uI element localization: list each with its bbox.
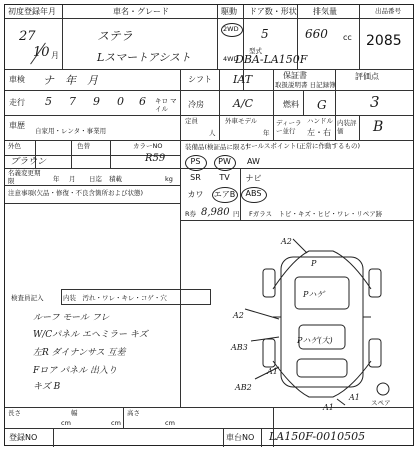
- car-name: ステラ: [97, 29, 133, 43]
- history-label: 車歴: [9, 121, 25, 130]
- vin-label: 車台NO: [226, 433, 255, 442]
- mark-a1-right: A1: [349, 393, 360, 402]
- external-model-label: 外車モデル: [225, 117, 258, 125]
- grade: Lスマートアシスト: [97, 51, 191, 64]
- car-damage-diagram: [233, 229, 403, 409]
- recycle-unit: 円: [233, 210, 240, 218]
- spare-label: スペア: [371, 399, 391, 407]
- equipment-title: 装備品(検証品に限る): [185, 143, 249, 151]
- color-no-value: R59: [145, 153, 166, 164]
- history-options: 自家用・レンタ・事業用: [35, 127, 107, 135]
- month-unit: 月: [51, 51, 59, 60]
- inspector-note-4: Fロア パネル 出入り: [33, 366, 117, 376]
- mileage-digits: 5 7 9 0 6: [45, 95, 146, 108]
- ext-color-label: 外色: [8, 142, 21, 150]
- name-change-day: 日迄: [89, 175, 102, 183]
- name-change-label: 名義変更期限: [8, 169, 41, 185]
- drive-2wd: 2WD: [223, 25, 239, 33]
- inspector-note-2: W/Cパネル エヘミラー キズ: [33, 330, 148, 340]
- first-reg-month: 10: [33, 45, 50, 60]
- mark-p-hage-large: Pハゲ(大): [297, 336, 333, 345]
- sales-point-label: セールスポイント(正常に作動するもの): [245, 142, 360, 150]
- drive-4wd: 4WD: [223, 55, 239, 63]
- auction-sheet: [4, 4, 414, 446]
- accumulate-label: 積載: [109, 175, 122, 183]
- inspection-value: ナ 年 月: [43, 74, 98, 87]
- accumulate-unit: kg: [165, 175, 173, 183]
- shift-label: シフト: [188, 75, 212, 84]
- equipment-aw: AW: [247, 157, 260, 166]
- equipment-airbag: エアB: [213, 190, 236, 199]
- length-label: 長さ: [8, 409, 21, 417]
- height-unit: cm: [165, 419, 175, 427]
- inspector-note-5: キズ B: [33, 382, 61, 392]
- first-reg-year: 27: [19, 29, 36, 44]
- lot-label: 出品番号: [375, 7, 401, 15]
- defects-header: Fガラス トビ・キズ・ヒビ・ワレ・リペア跡: [249, 210, 383, 218]
- reg-no-label: 登録NO: [9, 433, 38, 442]
- mark-a1-bottom: A1: [323, 403, 334, 412]
- recycle-label: R券: [185, 210, 197, 218]
- equipment-sr: SR: [190, 173, 201, 182]
- first-reg-label: 初度登録年月: [8, 7, 56, 16]
- model-value: DBA-LA150F: [235, 53, 308, 66]
- width-label: 幅: [71, 409, 78, 417]
- dealer-label: ディーラー並行: [276, 119, 302, 135]
- equipment-tv: TV: [219, 173, 230, 182]
- handle-label: ハンドル: [307, 117, 333, 125]
- mark-ab2: AB2: [235, 383, 252, 392]
- inspector-label: 検査員記入: [11, 294, 44, 302]
- width-unit: cm: [111, 419, 121, 427]
- handle-options: 左・右: [307, 128, 331, 137]
- cc-unit: cc: [343, 33, 352, 42]
- ext-color-value: ブラウン: [10, 157, 47, 167]
- equipment-navi: ナビ: [245, 174, 262, 183]
- equipment-grid: [183, 155, 269, 215]
- length-unit: cm: [61, 419, 71, 427]
- recycle-value: 8,980: [201, 207, 230, 218]
- height-label: 高さ: [127, 409, 140, 417]
- drive-label: 駆動: [221, 7, 237, 16]
- capacity-label: 定員: [185, 117, 198, 125]
- warranty-sub: 取扱説明書 日記録簿: [275, 81, 336, 89]
- displacement-label: 排気量: [313, 7, 337, 16]
- vin-value: LA150F-0010505: [269, 430, 366, 443]
- inspection-label: 車検: [9, 75, 25, 84]
- name-change-year: 年: [53, 175, 60, 183]
- mark-a2-left: A2: [233, 311, 244, 320]
- mileage-label: 走行: [9, 98, 25, 107]
- score-label: 評価点: [355, 72, 379, 81]
- ac-value: A/C: [233, 97, 254, 110]
- mileage-unit: キロ マイル: [155, 97, 177, 113]
- equipment-abs: ABS: [245, 189, 262, 198]
- mark-ab3: AB3: [231, 343, 248, 352]
- mark-a1-left: A1: [267, 367, 278, 376]
- int-color-label: 色替: [77, 142, 90, 150]
- inspector-note-3: 左R ダイナンサス 互差: [33, 348, 126, 358]
- interior-label: 内装評価: [337, 119, 357, 135]
- equipment-ps: PS: [190, 157, 201, 166]
- notes-label: 注意事項(欠品・修復・不良含箇所および状態): [8, 189, 144, 197]
- equipment-leather: カワ: [187, 190, 204, 199]
- name-change-month: 月: [69, 175, 76, 183]
- external-model-unit: 年: [263, 129, 270, 137]
- interior-value: B: [373, 119, 384, 135]
- displacement-value: 660: [305, 27, 328, 41]
- shift-value: IAT: [233, 73, 253, 86]
- capacity-unit: 人: [209, 129, 216, 137]
- fuel-label: 燃料: [283, 100, 299, 109]
- doors-label: ドア数・形状: [249, 7, 297, 16]
- ac-label: 冷房: [188, 100, 204, 109]
- inspector-note-1: ルーフ モール フレ: [33, 313, 110, 323]
- doors-value: 5: [261, 27, 269, 41]
- lot-number: 2085: [366, 33, 402, 49]
- score-value: 3: [370, 93, 380, 111]
- model-label: 型式: [249, 47, 262, 55]
- inspector-options: 内装 汚れ・ワレ・キレ・コゲ・穴: [63, 294, 167, 302]
- mark-a2-top: A2: [281, 237, 292, 246]
- mark-p-hage: Pハゲ: [303, 290, 325, 299]
- mark-p: P: [311, 259, 317, 268]
- equipment-pw: PW: [218, 157, 231, 166]
- name-grade-label: 車名・グレード: [113, 7, 169, 16]
- fuel-value: G: [317, 98, 327, 112]
- warranty-label: 保証書: [283, 71, 307, 80]
- color-no-label: カラーNO: [133, 142, 163, 150]
